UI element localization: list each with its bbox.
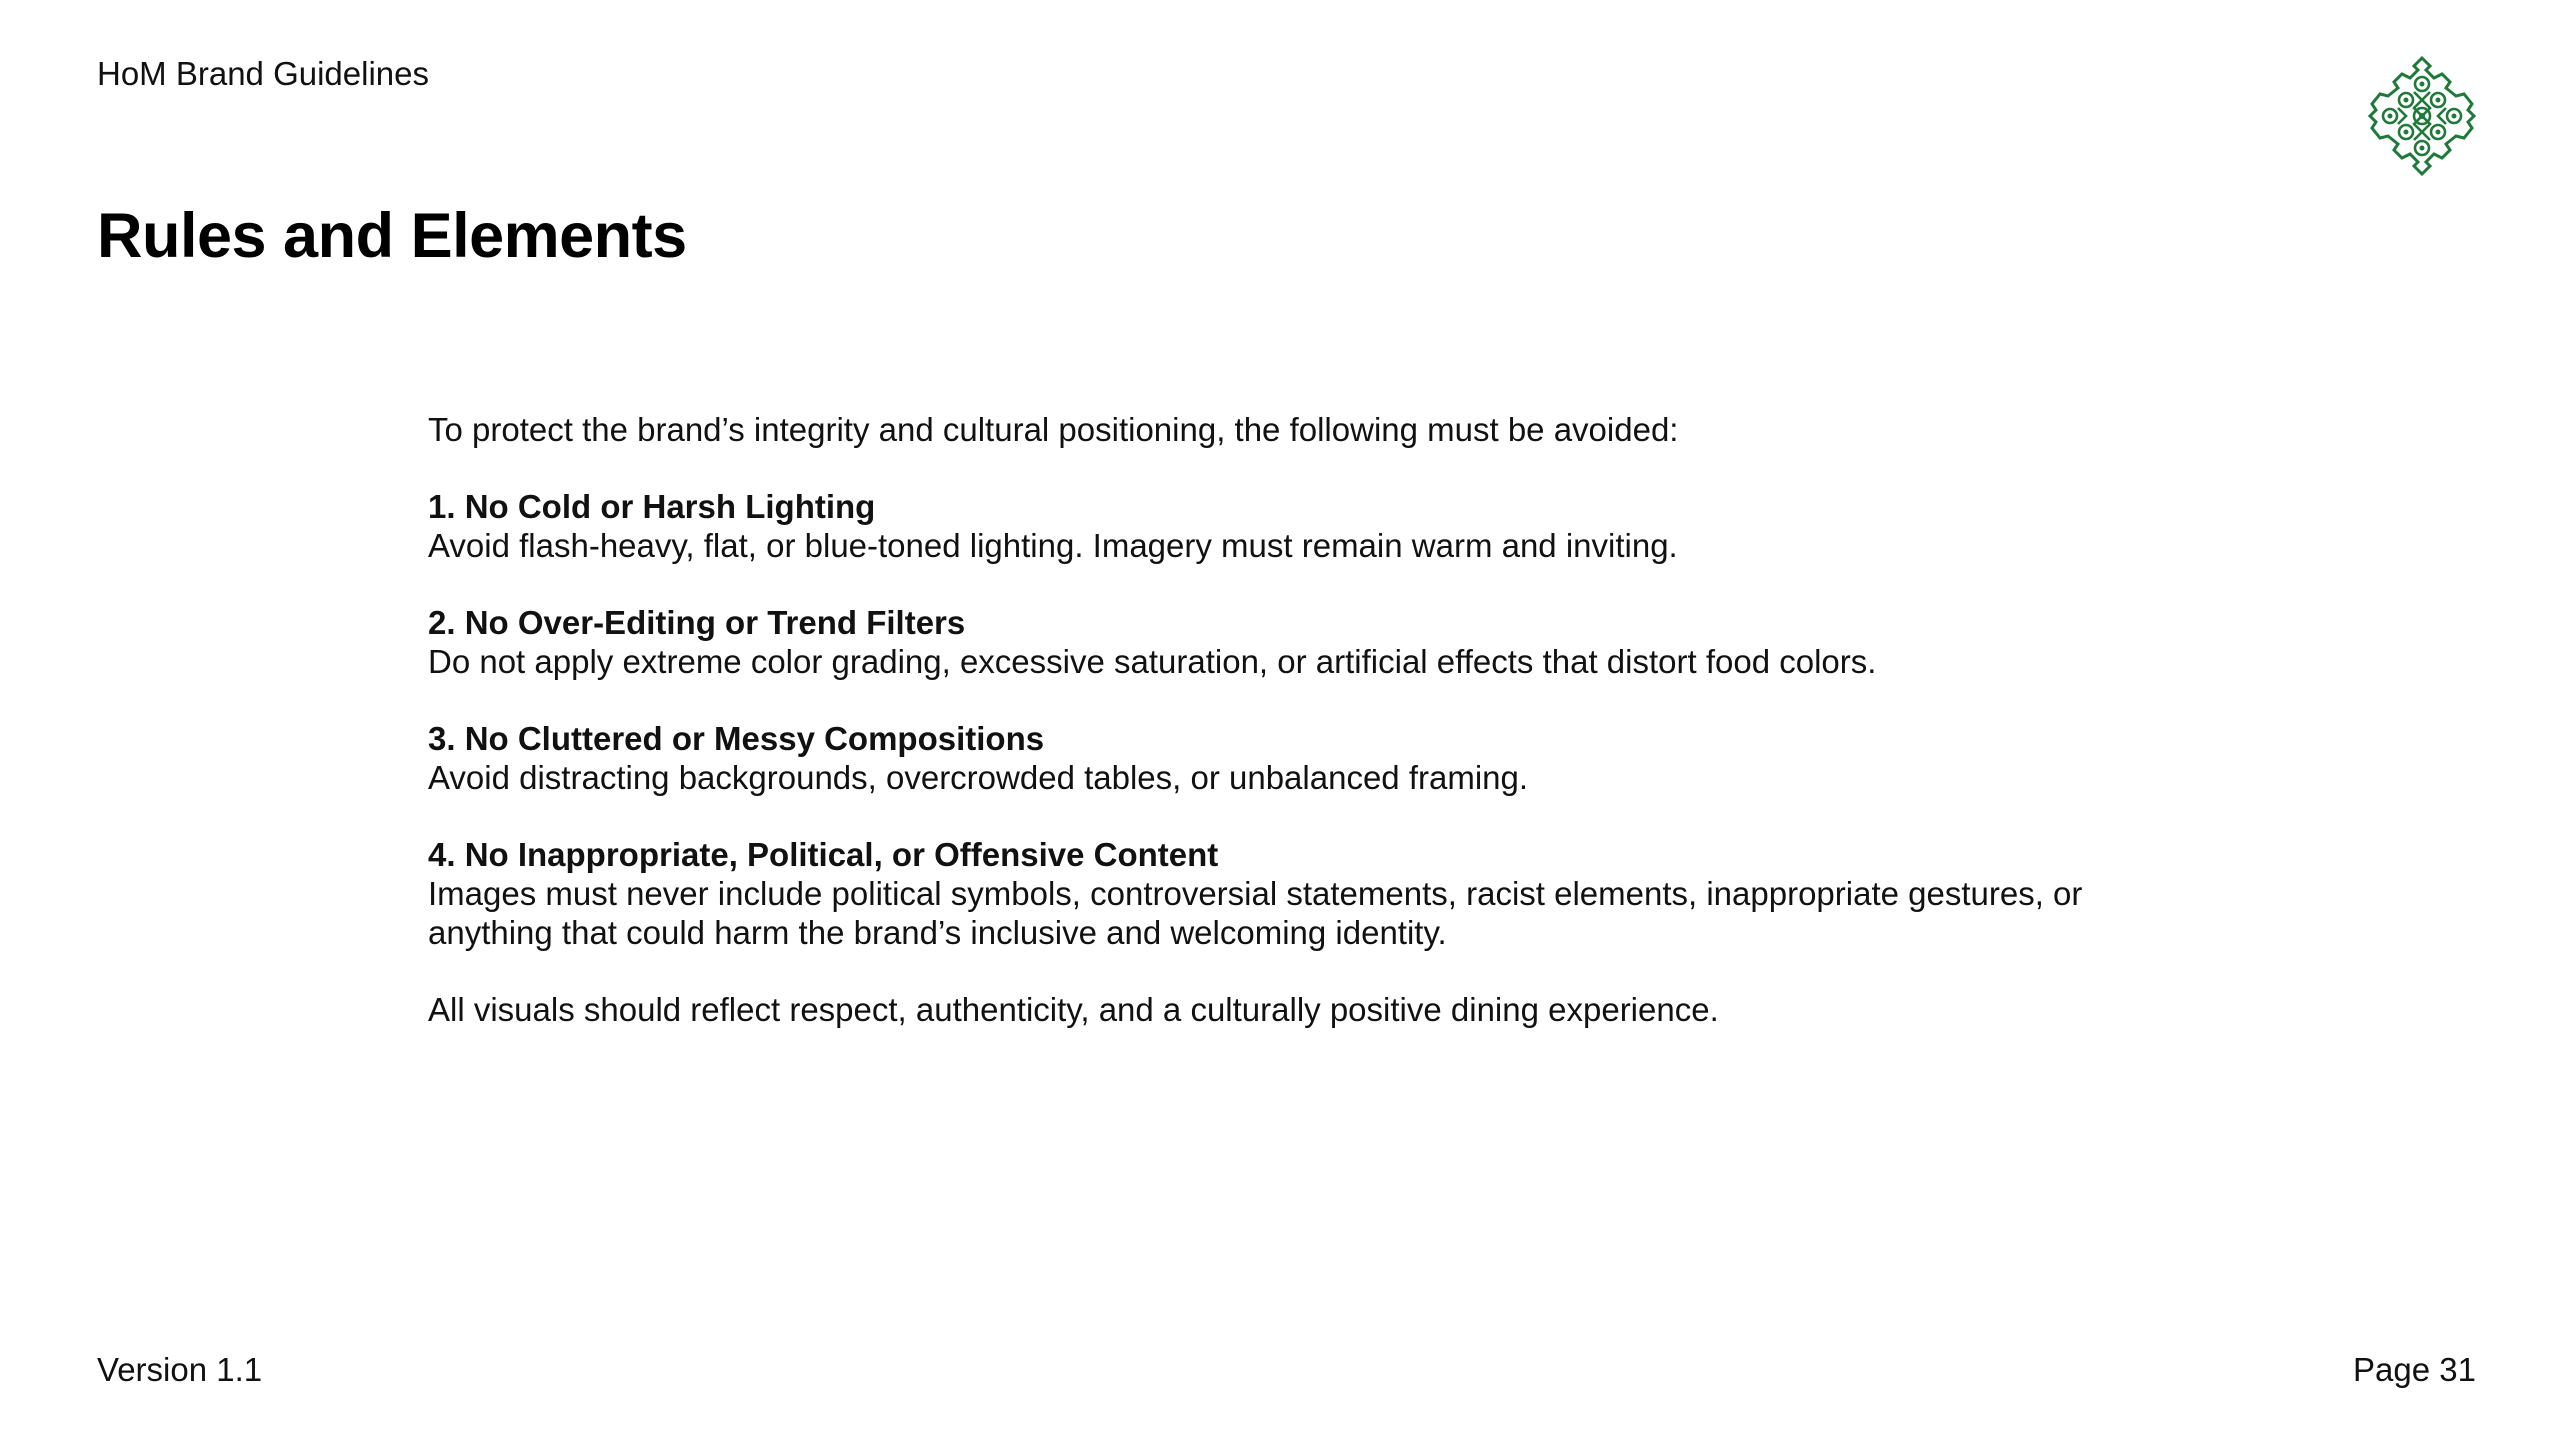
intro-paragraph: To protect the brand’s integrity and cultural positioning, the following must be avoided: — [428, 411, 1679, 448]
rule-body: Do not apply extreme color grading, excessive saturation, or artificial effects that distort food colors. — [428, 643, 1877, 680]
rules-content — [428, 410, 2188, 1029]
rule-heading: 1. No Cold or Harsh Lighting — [428, 488, 876, 525]
rule-item — [428, 487, 2188, 565]
rule-body: Images must never include political symbols, controversial statements, racist elements, inappropriate gestures, or anything that could harm the brand’s inclusive and welcoming identity. — [428, 875, 2083, 951]
rule-heading: 3. No Cluttered or Messy Compositions — [428, 720, 1045, 757]
rule-body: Avoid distracting backgrounds, overcrowded tables, or unbalanced framing. — [428, 759, 1529, 796]
rule-item — [428, 719, 2188, 797]
page-title: Rules and Elements — [97, 201, 687, 271]
closing-paragraph: All visuals should reflect respect, authenticity, and a culturally positive dining experience. — [428, 991, 1719, 1028]
footer-version: Version 1.1 — [97, 1351, 263, 1388]
document-header-title: HoM Brand Guidelines — [97, 55, 429, 92]
rule-heading: 4. No Inappropriate, Political, or Offensive Content — [428, 836, 1219, 873]
rule-heading: 2. No Over-Editing or Trend Filters — [428, 604, 966, 641]
ornament-logo-icon — [2368, 54, 2476, 178]
rule-item — [428, 603, 2188, 681]
rule-item — [428, 835, 2188, 952]
footer-page-number: Page 31 — [2353, 1351, 2476, 1388]
rule-body: Avoid flash-heavy, flat, or blue-toned lighting. Imagery must remain warm and inviting. — [428, 527, 1678, 564]
